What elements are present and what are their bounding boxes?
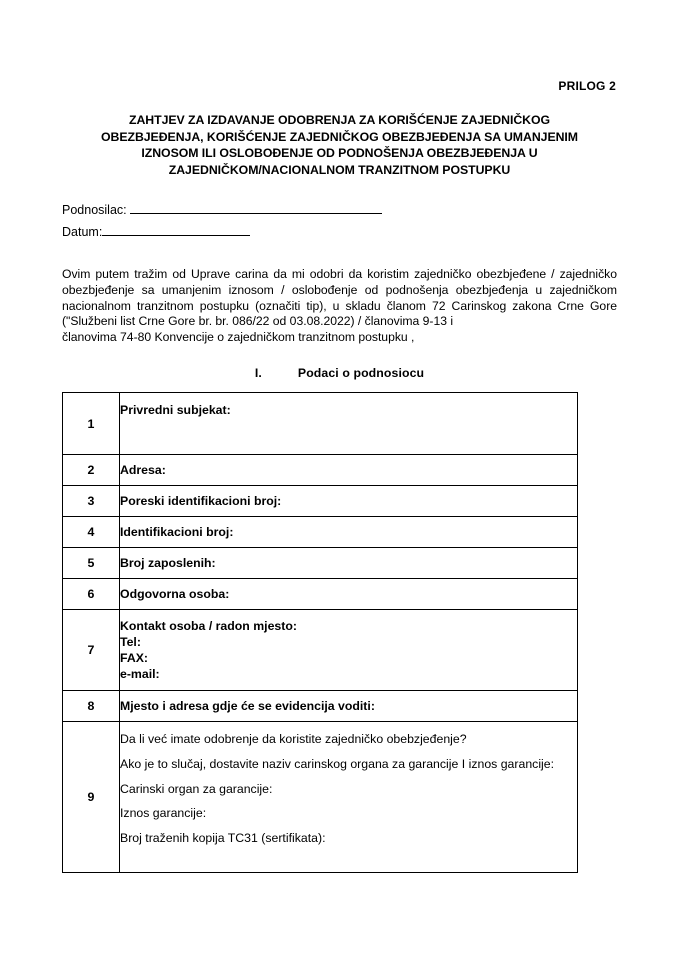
row-label[interactable]: Mjesto i adresa gdje će se evidencija voditi:: [120, 691, 578, 722]
title-line-2: OBEZBJEĐENJA, KORIŠĆENJE ZAJEDNIČKOG OBEZBJEĐENJA SA UMANJENIM: [100, 129, 578, 144]
row-label[interactable]: Broj zaposlenih:: [120, 548, 578, 579]
table-row: [63, 610, 578, 691]
date-field-row: [62, 221, 617, 243]
submitter-field-row: [62, 199, 617, 221]
row-contact-block[interactable]: [120, 610, 578, 691]
table-row: [63, 393, 578, 455]
row-number: 5: [63, 548, 120, 579]
section-title: Podaci o podnosiocu: [297, 366, 425, 381]
row-number: 2: [63, 455, 120, 486]
row-number: 8: [63, 691, 120, 722]
row-label[interactable]: Identifikacioni broj:: [120, 517, 578, 548]
row-number: 1: [63, 393, 120, 455]
submitter-input[interactable]: [130, 204, 382, 214]
guarantee-office-label: Carinski organ za garancije:: [120, 781, 273, 796]
page-title: [62, 112, 617, 178]
row-number: 3: [63, 486, 120, 517]
submitter-label: Podnosilac:: [62, 203, 127, 218]
contact-tel-label: Tel:: [120, 635, 141, 650]
date-input[interactable]: [102, 226, 250, 236]
request-paragraph-last: članovima 74-80 Konvencije o zajedničkom tranzitnom postupku ,: [62, 329, 415, 344]
request-paragraph-main: Ovim putem tražim od Uprave carina da mi odobri da koristim zajedničko obezbjeđene / zajedničko obezbjeđenje sa umanjenim iznosom / oslobođenje od podnošenja obezbjeđenja u zajedničkom nacionalnom tranzitnom postupku (označiti tip), u skladu članom 72 Carinskog zakona Crne Gore ("Službeni list Crne Gore br. br. 086/22 od 03.08.2022) / članovima 9-13 i: [62, 267, 617, 329]
section-numeral: I.: [254, 366, 262, 381]
guarantee-question: Da li već imate odobrenje da koristite zajedničko obebzjeđenje?: [120, 732, 467, 747]
row-number: 6: [63, 579, 120, 610]
table-row: [63, 517, 578, 548]
title-line-3: IZNOSOM ILI OSLOBOĐENJE OD PODNOŠENJA OBEZBJEĐENJA U: [141, 146, 538, 161]
row-number: 7: [63, 610, 120, 691]
date-label: Datum:: [62, 225, 103, 240]
title-line-1: ZAHTJEV ZA IZDAVANJE ODOBRENJA ZA KORIŠĆENJE ZAJEDNIČKOG: [128, 113, 551, 127]
table-row: [63, 579, 578, 610]
title-line-4: ZAJEDNIČKOM/NACIONALNOM TRANZITNOM POSTUPKU: [168, 162, 511, 177]
row-label[interactable]: Adresa:: [120, 455, 578, 486]
table-row: [63, 455, 578, 486]
table-row: [63, 722, 578, 873]
table-row: [63, 691, 578, 722]
guarantee-instruction: Ako je to slučaj, dostavite naziv carinskog organa za garancije I iznos garancije:: [120, 756, 555, 771]
row-number: 4: [63, 517, 120, 548]
row-label[interactable]: Odgovorna osoba:: [120, 579, 578, 610]
row-number: 9: [63, 722, 120, 873]
row-label[interactable]: Poreski identifikacioni broj:: [120, 486, 578, 517]
annex-tag: PRILOG 2: [558, 79, 616, 93]
table-row: [63, 486, 578, 517]
request-paragraph: [62, 267, 617, 345]
contact-email-label: e-mail:: [120, 667, 160, 682]
guarantee-amount-label: Iznos garancije:: [120, 806, 207, 821]
row-guarantee-block[interactable]: [120, 722, 578, 873]
applicant-data-table: [62, 392, 578, 873]
row-label[interactable]: Privredni subjekat:: [120, 393, 578, 455]
submitter-fields: [62, 199, 617, 243]
section-heading: [62, 366, 617, 380]
table-row: [63, 548, 578, 579]
contact-fax-label: FAX:: [120, 651, 149, 666]
contact-label: Kontakt osoba / radon mjesto:: [120, 619, 297, 634]
guarantee-copies-label: Broj traženih kopija TC31 (sertifikata):: [120, 830, 326, 845]
